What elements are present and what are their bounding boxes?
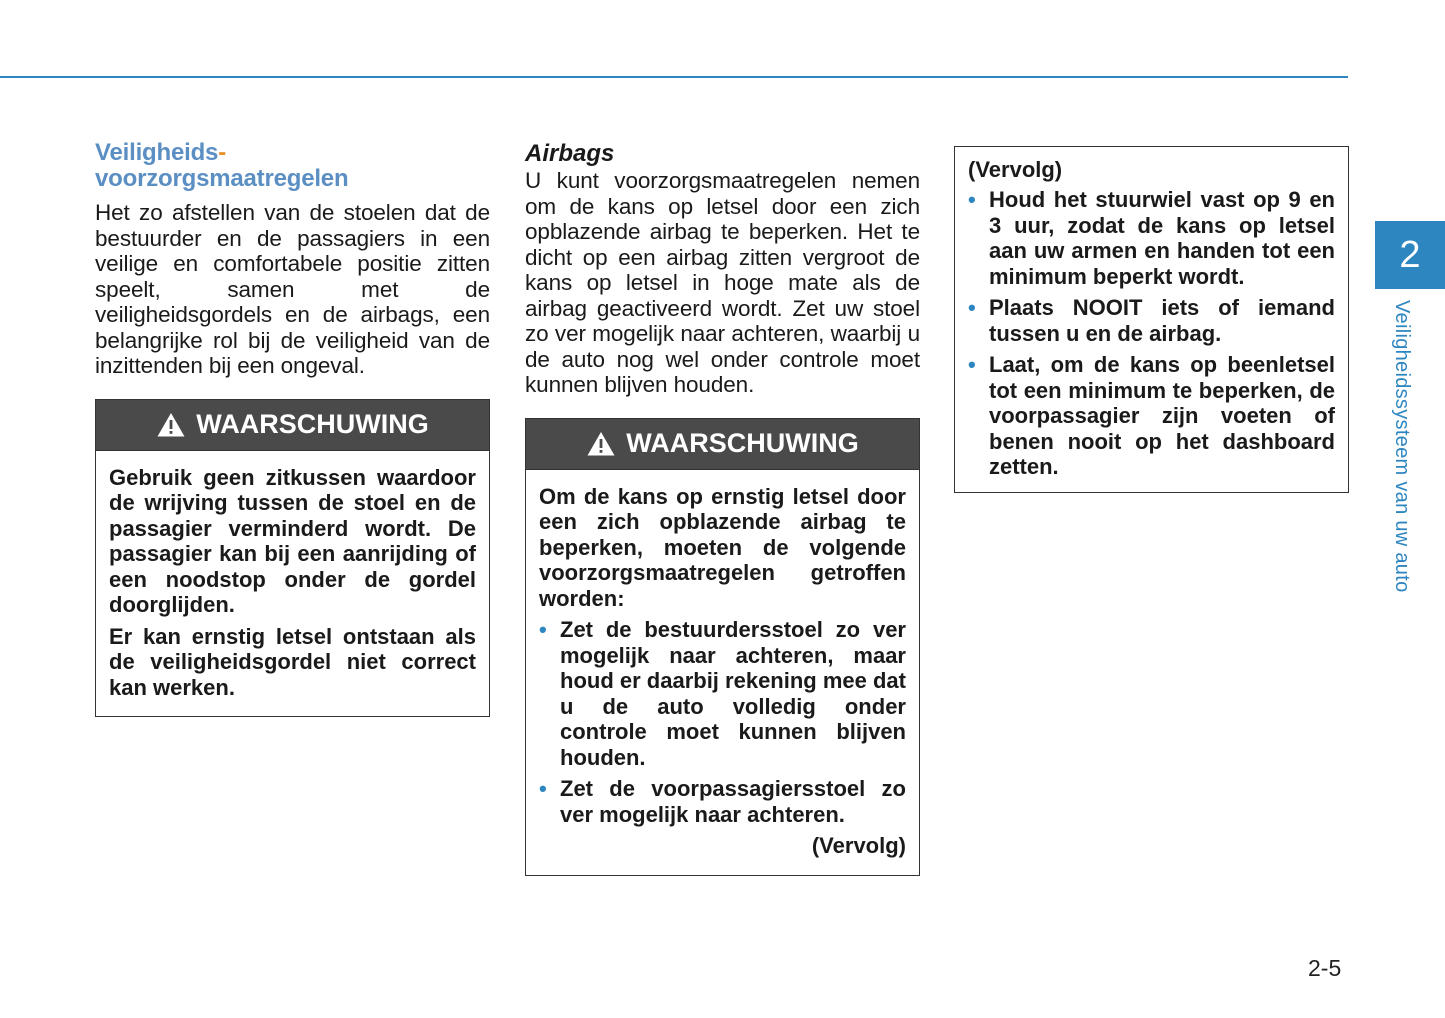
continued-warning-box: [954, 146, 1349, 493]
list-item: • Houd het stuurwiel vast op 9 en 3 uur, zodat de kans op letsel aan uw armen en handen tot een minimum beperkt wordt.: [968, 187, 1335, 289]
warning-lead: Om de kans op ernstig letsel door een zich opblazende airbag te beperken, moeten de volgende voorzorgsmaatregelen getroffen worden:: [539, 483, 906, 611]
bullet-icon: •: [968, 187, 976, 212]
bullet-icon: •: [539, 617, 547, 642]
column-safety-precautions: [95, 140, 490, 717]
warning-triangle-icon: [586, 430, 616, 457]
column-continued: [954, 146, 1349, 493]
airbags-paragraph: U kunt voorzorgsmaatregelen nemen om de kans op letsel door een zich opblazende airbag te beperken. Het te dicht op een airbag zitten vergroot de kans op letsel in hoge mate als de airbag geactiveerd wordt. Zet uw stoel zo ver mogelijk naar achteren, waarbij u de auto nog wel onder controle moet kunnen blijven houden.: [525, 168, 920, 397]
list-item: • Plaats NOOIT iets of iemand tussen u en de airbag.: [968, 295, 1335, 346]
continued-label: (Vervolg): [811, 833, 906, 858]
page-number: 2-5: [1308, 955, 1342, 981]
list-item: • Zet de bestuurdersstoel zo ver mogelijk naar achteren, maar houd er daarbij rekening mee dat u de auto volledig onder controle moet kunnen blijven houden.: [539, 617, 906, 770]
warning-paragraph: Gebruik geen zitkussen waardoor de wrijving tussen de stoel en de passagier verminderd wordt. De passagier kan bij een aanrijding of een noodstop onder de gordel doorglijden.: [109, 464, 476, 617]
bullet-icon: •: [968, 295, 976, 320]
chapter-title-vertical: Veiligheidssysteem van uw auto: [1391, 300, 1413, 593]
column-airbags: [525, 140, 920, 876]
chapter-number-tab: 2: [1375, 221, 1445, 289]
warning-header: [526, 419, 919, 470]
warning-bullet-list: [539, 617, 906, 827]
warning-header: [96, 400, 489, 451]
section-title: Veiligheids- voorzorgsmaatregelen: [95, 139, 349, 192]
header-rule: [0, 76, 1348, 78]
warning-box-seat-cushion: [95, 399, 490, 718]
warning-paragraph: Er kan ernstig letsel ontstaan als de veiligheidsgordel niet correct kan werken.: [109, 623, 476, 700]
warning-box-airbag: [525, 418, 920, 876]
warning-heading: WAARSCHUWING: [626, 428, 859, 458]
list-item: • Zet de voorpassagiersstoel zo ver mogelijk naar achteren.: [539, 776, 906, 827]
airbags-subtitle: Airbags: [525, 140, 615, 167]
continued-bullet-list: [968, 187, 1335, 480]
bullet-icon: •: [539, 776, 547, 801]
bullet-icon: •: [968, 352, 976, 377]
continued-label: (Vervolg): [968, 157, 1063, 182]
intro-paragraph: Het zo afstellen van de stoelen dat de bestuurder en de passagiers in een veilige en comfortabele positie zitten speelt, samen met de veiligheidsgordels en de airbags, een belangrijke rol bij de veiligheid van de inzittenden bij een ongeval.: [95, 200, 490, 378]
list-item: • Laat, om de kans op beenletsel tot een minimum te beperken, de voorpassagier zijn voeten of benen nooit op het dashboard zetten.: [968, 352, 1335, 479]
warning-heading: WAARSCHUWING: [196, 409, 429, 439]
warning-triangle-icon: [156, 411, 186, 438]
